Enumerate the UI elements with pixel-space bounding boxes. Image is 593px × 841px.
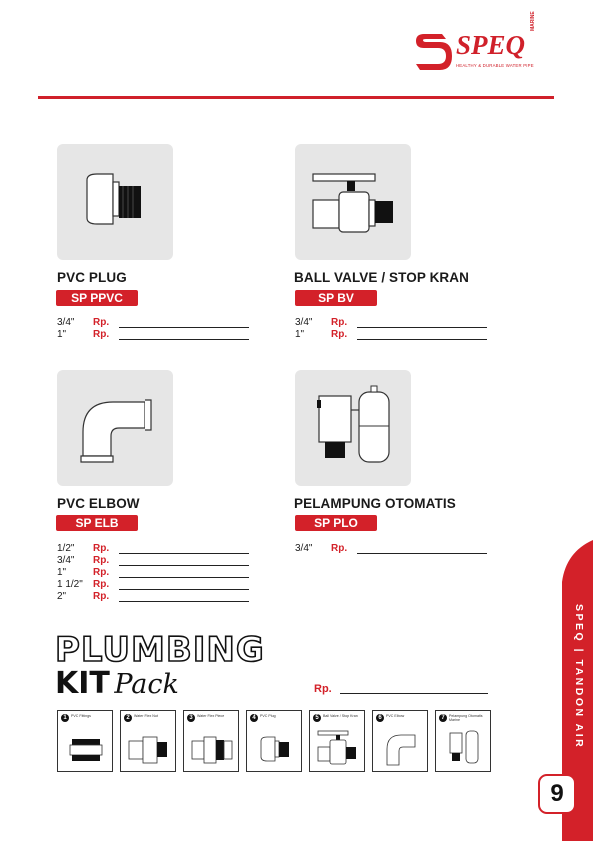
price-row [57,543,257,555]
rp-label: Rp. [93,543,110,554]
kit-item [372,710,428,772]
size-label: 1" [57,329,67,340]
kit-item-number: 3 [187,714,195,722]
brand-tagline: HEALTHY & DURABLE WATER PIPE [456,63,534,68]
price-row [295,543,495,555]
pvc-plug-icon [57,144,173,260]
rp-label: Rp. [331,329,348,340]
price-row [57,591,257,603]
header-rule [38,96,554,99]
price-rows-pvc-elbow [57,543,257,603]
product-name-pvc-plug: PVC PLUG [57,270,127,285]
page-number: 9 [538,774,576,814]
kit-item-number: 2 [124,714,132,722]
pvc-plug-image [57,144,173,260]
side-tab-text: SPEQ | TANDON AIR [573,604,585,750]
kit-items-row [57,710,497,776]
rp-label: Rp. [331,543,348,554]
price-input-line[interactable] [119,327,249,328]
ball-valve-icon [295,144,411,260]
pvc-elbow-icon [381,727,421,769]
price-row [57,317,257,329]
ball-valve-image [295,144,411,260]
kit-item-label: Water Flex Nut [134,714,158,718]
rp-label: Rp. [93,317,110,328]
price-input-line[interactable] [357,553,487,554]
price-input-line[interactable] [119,601,249,602]
size-label: 3/4" [295,543,313,554]
kit-title-pack: Pack [114,669,179,700]
size-label: 1/2" [57,543,75,554]
kit-item [183,710,239,772]
kit-item-label: PVC Elbow [386,714,405,718]
size-label: 3/4" [57,555,75,566]
size-label: 1" [57,567,67,578]
kit-item-label: Ball Valve / Stop Kran [323,714,358,718]
kit-item [309,710,365,772]
kit-item-label: PVC Plug [260,714,276,718]
price-rows-pelampung [295,543,495,555]
price-row [57,579,257,591]
float-valve-icon [295,370,411,486]
rp-label: Rp. [331,317,348,328]
pvc-fitting-icon [66,729,106,767]
kit-title-line2 [55,666,179,701]
product-name-ball-valve: BALL VALVE / STOP KRAN [294,270,469,285]
kit-item [120,710,176,772]
kit-title-plumbing: PLUMBING [55,630,265,670]
size-label: 3/4" [295,317,313,328]
kit-item [435,710,491,772]
price-input-line[interactable] [357,339,487,340]
rp-label: Rp. [93,591,110,602]
rp-label: Rp. [93,329,110,340]
product-name-pelampung: PELAMPUNG OTOMATIS [294,496,456,511]
kit-item-number: 1 [61,714,69,722]
price-input-line[interactable] [119,565,249,566]
kit-item-number: 4 [250,714,258,722]
kit-item-number: 5 [313,714,321,722]
size-label: 2" [57,591,67,602]
size-label: 3/4" [57,317,75,328]
rp-label: Rp. [93,555,110,566]
price-input-line[interactable] [119,339,249,340]
flex-nut-icon [127,729,171,767]
kit-item-label: PVC Fittings [71,714,91,718]
float-valve-icon [444,727,484,769]
kit-item-number: 6 [376,714,384,722]
kit-price-input-line[interactable] [340,693,488,694]
price-rows-ball-valve [295,317,495,341]
price-input-line[interactable] [119,577,249,578]
price-input-line[interactable] [119,589,249,590]
pvc-elbow-icon [57,370,173,486]
price-row [57,567,257,579]
kit-rp-label: Rp. [314,683,332,695]
product-name-pvc-elbow: PVC ELBOW [57,496,140,511]
rp-label: Rp. [93,579,110,590]
price-input-line[interactable] [357,327,487,328]
product-code-pvc-plug: SP PPVC [56,290,138,306]
rp-label: Rp. [93,567,110,578]
float-valve-image [295,370,411,486]
speq-logo [412,11,557,74]
product-code-pelampung: SP PLO [295,515,377,531]
price-input-line[interactable] [119,553,249,554]
kit-item [57,710,113,772]
price-row [57,329,257,341]
kit-item [246,710,302,772]
kit-title-kit: KIT [55,666,110,701]
size-label: 1 1/2" [57,579,83,590]
product-code-ball-valve: SP BV [295,290,377,306]
pvc-plug-icon [255,729,295,767]
kit-item-label: Water Flex Piece [197,714,225,718]
price-row [295,329,495,341]
ball-valve-icon [314,727,362,769]
pvc-elbow-image [57,370,173,486]
flex-piece-icon [190,729,234,767]
kit-item-label: Pelampung Otomatis Marine [449,714,483,723]
price-row [57,555,257,567]
brand-suffix: MARINE [530,11,536,31]
speq-s-mark-icon [412,28,454,74]
product-code-pvc-elbow: SP ELB [56,515,138,531]
brand-name: SPEQ [456,30,526,60]
size-label: 1" [295,329,305,340]
price-rows-pvc-plug [57,317,257,341]
kit-item-number: 7 [439,714,447,722]
price-row [295,317,495,329]
